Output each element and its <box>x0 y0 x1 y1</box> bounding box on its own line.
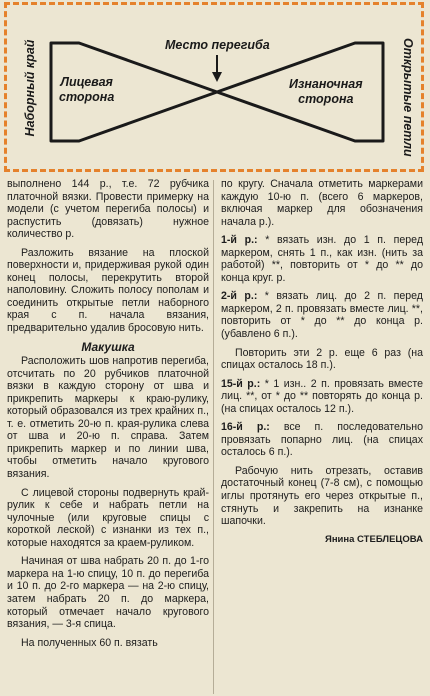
column-divider <box>213 180 214 694</box>
front-side-label-line2: сторона <box>59 90 115 104</box>
paragraph: Расположить шов напротив перегиба, отсчитать по 20 рубчиков платочной вязки в каждую сторону от шва и прикрепить маркеры к краю-рулику, который образовался из трех крайних п., т. е. отметить 20-ю п. края-рулика слева от шва и 20-ю п. справа. Затем прикрепить маркер и по линии шва, чтобы отметить начало кругового вязания. <box>7 355 209 481</box>
left-column <box>7 178 209 649</box>
paragraph: Начиная от шва набрать 20 п. до 1-го маркера на 1-ю спицу, 10 п. до перегиба и 10 п. до 2-го маркера — на 2-ю спицу, затем набрать 20 п. до маркера, который отмечает начало кругового вязания, — 3-я спица. <box>7 555 209 631</box>
paragraph: На полученных 60 п. вязать <box>21 636 158 649</box>
paragraph: Разложить вязание на плоской поверхности и, придерживая рукой один конец полосы, перекрутить второй наполовину. Сложить полосу пополам и соединить открытые петли наборного края с п. начала вязания, предварительно удалив бросовую нить. <box>7 246 209 335</box>
twist-diagram <box>4 2 424 172</box>
front-side-label-line1: Лицевая <box>60 75 113 89</box>
back-side-label-line1: Изнаночная <box>289 77 363 91</box>
row-instruction <box>221 234 423 284</box>
back-side-label <box>289 77 363 107</box>
row-label: 16-й р.: <box>221 421 270 434</box>
front-side-label <box>59 75 114 105</box>
back-side-label-line2: сторона <box>298 92 354 106</box>
row-instruction <box>221 290 423 340</box>
row-instruction <box>221 421 423 459</box>
row-label: 2-й р.: <box>221 290 258 303</box>
fold-label: Место перегиба <box>165 38 270 52</box>
cast-on-edge-label: Наборный край <box>23 39 37 137</box>
section-heading: Макушка <box>81 339 135 354</box>
author-signature: Янина СТЕБЛЕЦОВА <box>324 533 423 545</box>
right-column <box>221 178 423 546</box>
paragraph: Повторить эти 2 р. еще 6 раз (на спицах осталось 18 п.). <box>221 346 423 372</box>
row-text: все п. последовательно провязать попарно лиц. (на спицах осталось 6 п.). <box>221 421 423 459</box>
row-text: * вязать изн. до 1 п. перед маркером, снять 1 п., как изн. (нить за работой) **, повторить от * до ** до конца круг. р. <box>221 234 423 284</box>
fold-arrow-icon <box>212 72 222 82</box>
paragraph: Рабочую нить отрезать, оставив достаточный конец (7-8 см), с помощью иглы протянуть его через открытые п., стянуть и закрепить на изнанке шапочки. <box>221 464 423 528</box>
row-label: 1-й р.: <box>221 234 258 247</box>
paragraph: по кругу. Сначала отметить маркерами каждую 10-ю п. (всего 6 маркеров, включая маркер для обозначения начала р.). <box>221 178 423 228</box>
paragraph: С лицевой стороны подвернуть край-рулик к себе и набрать петли на чулочные (или круговые спицы с короткой леской) с изнанки из тех п., которые находятся за краем-руликом. <box>7 486 209 549</box>
row-label: 15-й р.: <box>221 377 261 390</box>
paragraph: выполнено 144 р., т.е. 72 рубчика платочной вязки. Провести примерку на модели (с учетом перегиба полосы) и распустить (довязать) нужное количество р. <box>7 178 209 241</box>
row-instruction <box>221 378 423 416</box>
open-loops-label: Открытые петли <box>401 38 415 157</box>
row-text: * 1 изн.. 2 п. провязать вместе лиц. **, от * до ** повторять до конца р. (на спицах осталось 12 п.). <box>221 377 423 415</box>
row-text: * вязать лиц. до 2 п. перед маркером, 2 п. провязать вместе лиц. **, повторить от * до ** до конца р. (убавлено 6 п.). <box>221 290 423 341</box>
